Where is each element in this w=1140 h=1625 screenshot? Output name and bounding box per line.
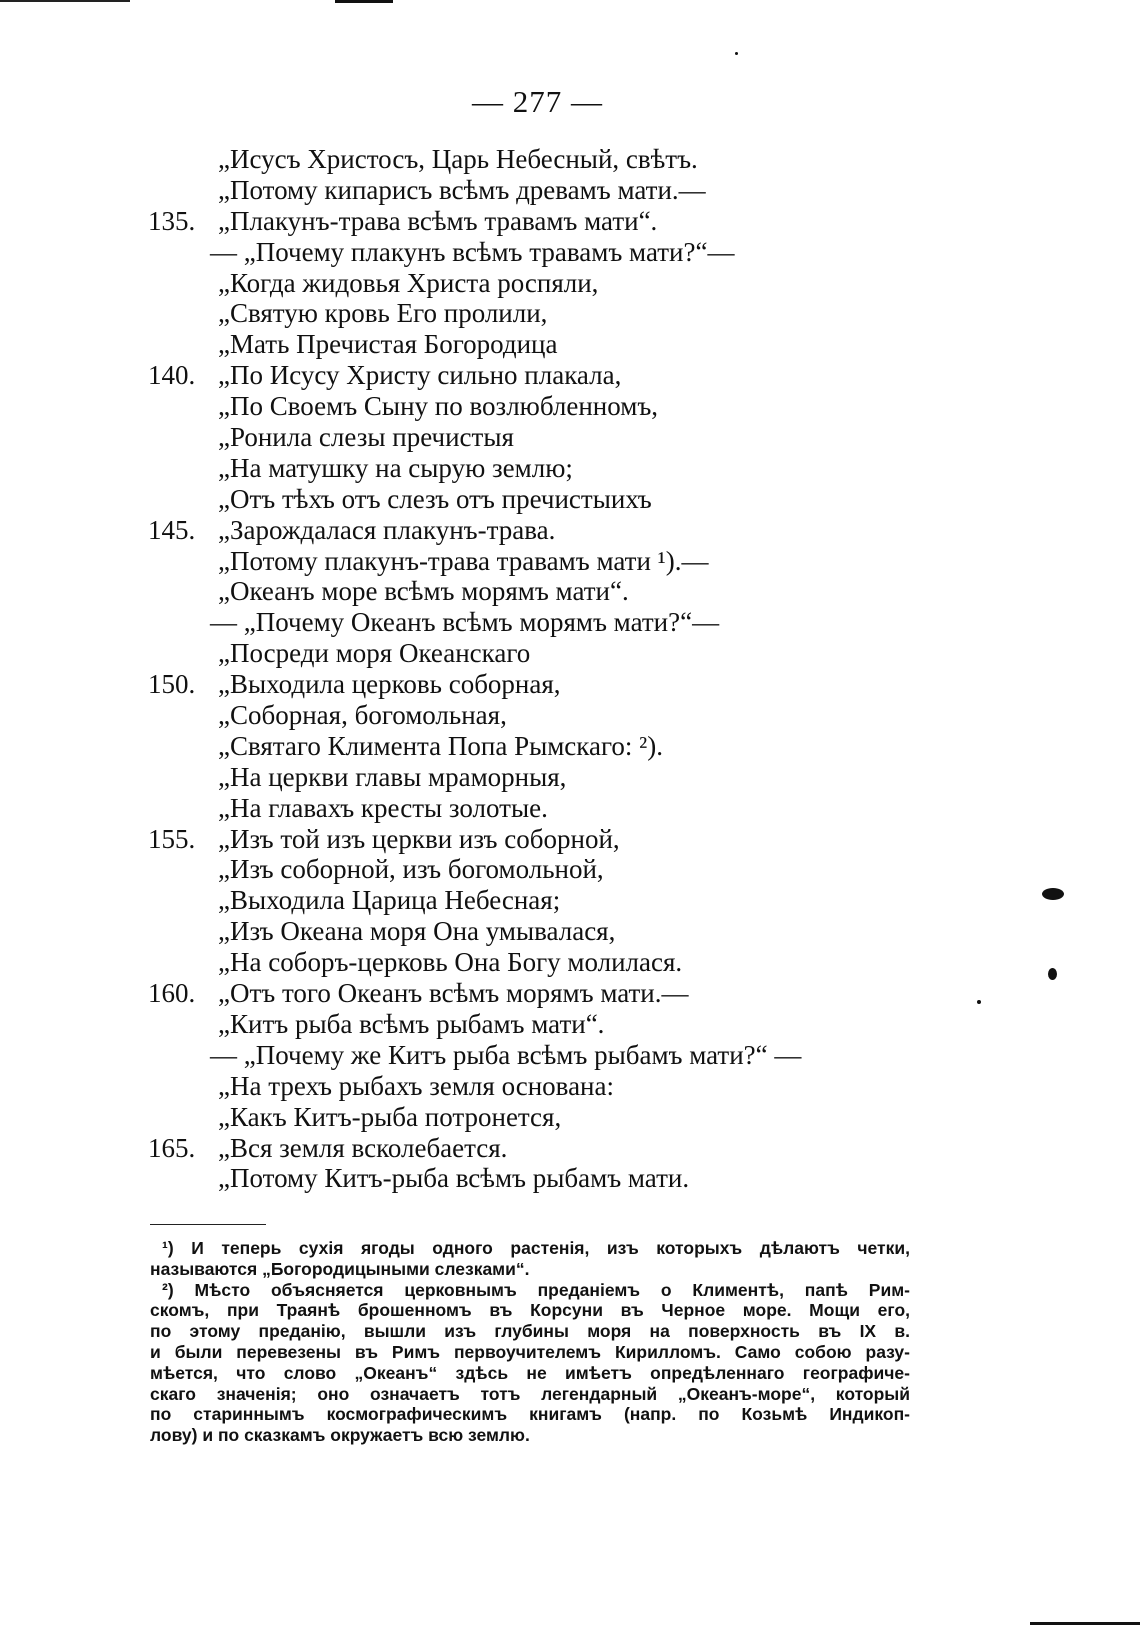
verse-text: „Потому Китъ-рыба всѣмъ рыбамъ мати. (218, 1163, 690, 1194)
scan-speck (1042, 888, 1064, 900)
verse-text: — „Почему плакунъ всѣмъ травамъ мати?“— (210, 236, 735, 267)
verse-text: „На церкви главы мраморныя, (218, 761, 567, 792)
verse-line (0, 391, 1140, 422)
footnote-line: лову) и по сказкамъ окружаетъ всю землю. (150, 1425, 530, 1446)
verse-text: „Святаго Климента Попа Рымскаго: ²). (218, 730, 663, 761)
verse-text: „Изъ соборной, изъ богомольной, (218, 854, 604, 885)
verse-text: „Зарождалася плакунъ-трава. (218, 514, 556, 545)
footnote-line: по стариннымъ космографическимъ книгамъ (напр. по Козьмѣ Индикоп- (150, 1404, 910, 1425)
verse-text: „Выходила Царица Небесная; (218, 885, 561, 916)
verse-line (0, 793, 1140, 824)
verse-line (0, 1102, 1140, 1133)
verse-number: 155. (148, 823, 196, 854)
verse-line (0, 1040, 1140, 1071)
footnote-line: скаго значенія; оно означаетъ тотъ легендарный „Океанъ-море“, который (150, 1383, 910, 1404)
verse-text: „Святую кровь Его пролили, (218, 298, 548, 329)
footnote-separator (150, 1224, 266, 1225)
verse-line (0, 1071, 1140, 1102)
verse-text: „На соборъ-церковь Она Богу молилася. (218, 947, 683, 978)
verse-text: „На главахъ кресты золотые. (218, 792, 548, 823)
verse-text: „Отъ тѣхъ отъ слезъ отъ пречистыихъ (218, 483, 652, 514)
verse-number: 165. (148, 1132, 196, 1163)
verse-line (0, 638, 1140, 669)
verse-text: „По Своемъ Сыну по возлюбленномъ, (218, 391, 659, 422)
verse-text: „На трехъ рыбахъ земля основана: (218, 1070, 614, 1101)
verse-line (0, 484, 1140, 515)
verse-text: „Когда жидовья Христа роспяли, (218, 267, 599, 298)
footnote-line: и были перевезены въ Римъ первоучителемъ Кирилломъ. Само собою разу- (150, 1341, 910, 1362)
footnote-line: мѣется, что слово „Океанъ“ здѣсь не имѣетъ опредѣленнаго географиче- (150, 1362, 910, 1383)
verse-text: „Выходила церковь соборная, (218, 669, 561, 700)
verse-text: „Посреди моря Океанскаго (218, 638, 531, 669)
verse-line (0, 298, 1140, 329)
verse-text: — „Почему же Китъ рыба всѣмъ рыбамъ мати?“ — (210, 1039, 802, 1070)
verse-line (0, 700, 1140, 731)
verse-line (0, 607, 1140, 638)
verse-text: „Какъ Китъ-рыба потронется, (218, 1101, 562, 1132)
verse-line (0, 762, 1140, 793)
verse-line (0, 206, 1140, 237)
verse-line (0, 268, 1140, 299)
verse-text: „Вся земля всколебается. (218, 1132, 508, 1163)
verse-text: „Потому кипарисъ всѣмъ древамъ мати.— (218, 174, 706, 205)
verse-line (0, 515, 1140, 546)
verse-line (0, 329, 1140, 360)
footnote-line: скомъ, при Траянѣ брошенномъ въ Корсуни въ Черное море. Мощи его, (150, 1300, 910, 1321)
verse-line (0, 175, 1140, 206)
footnote-line: по этому преданію, вышли изъ глубины моря на поверхность въ IX в. (150, 1321, 910, 1342)
verse-line (0, 576, 1140, 607)
scan-speck (735, 52, 738, 55)
verse-text: „Океанъ море всѣмъ морямъ мати“. (218, 576, 629, 607)
verse-line (0, 669, 1140, 700)
verse-text: „Исусъ Христосъ, Царь Небесный, свѣтъ. (218, 144, 698, 174)
verse-text: „Изъ Океана моря Она умывалася, (218, 916, 616, 947)
verse-line (0, 947, 1140, 978)
verse-line (0, 885, 1140, 916)
verse-line (0, 854, 1140, 885)
verse-text: „Соборная, богомольная, (218, 700, 507, 731)
verse-line (0, 1163, 1140, 1194)
verse-text: „Потому плакунъ-трава травамъ мати ¹).— (218, 545, 709, 576)
verse-number: 150. (148, 669, 196, 700)
page-number: — 277 — (472, 84, 603, 119)
footnote-line: называются „Богородицыными слезками“. (150, 1258, 530, 1279)
verse-line (0, 144, 1140, 175)
footnote-line: ¹) И теперь сухія ягоды одного растенія, изъ которыхъ дѣлаютъ четки, (162, 1238, 910, 1258)
verse-number: 160. (148, 978, 196, 1009)
verse-text: „Плакунъ-трава всѣмъ травамъ мати“. (218, 205, 658, 236)
verse-line (0, 824, 1140, 855)
scan-speck (1048, 968, 1057, 980)
verse-text: „На матушку на сырую землю; (218, 452, 573, 483)
verse-number: 145. (148, 514, 196, 545)
verse-line (0, 546, 1140, 577)
verse-text: „Ронила слезы пречистыя (218, 422, 514, 453)
verse-line (0, 1133, 1140, 1164)
verse-line (0, 1009, 1140, 1040)
verse-line (0, 360, 1140, 391)
verse-text: — „Почему Океанъ всѣмъ морямъ мати?“— (210, 607, 720, 638)
scan-edge-mark (335, 0, 393, 8)
verse-text: „По Исусу Христу сильно плакала, (218, 360, 622, 391)
verse-number: 135. (148, 205, 196, 236)
footnotes (150, 1238, 910, 1446)
verse-text: „Китъ рыба всѣмъ рыбамъ мати“. (218, 1008, 605, 1039)
verse-line (0, 731, 1140, 762)
verse-line (0, 978, 1140, 1009)
verse-text: „Мать Пречистая Богородица (218, 329, 558, 360)
verse-list (0, 144, 1140, 1194)
scan-speck (977, 1000, 981, 1004)
verse-text: „Отъ того Океанъ всѣмъ морямъ мати.— (218, 978, 689, 1009)
footnote-line: ²) Мѣсто объясняется церковнымъ преданіемъ о Климентѣ, папѣ Рим- (162, 1279, 910, 1300)
verse-line (0, 453, 1140, 484)
verse-line (0, 916, 1140, 947)
verse-line (0, 237, 1140, 268)
verse-text: „Изъ той изъ церкви изъ соборной, (218, 823, 620, 854)
scan-edge-mark (0, 0, 130, 8)
verse-number: 140. (148, 360, 196, 391)
verse-line (0, 422, 1140, 453)
